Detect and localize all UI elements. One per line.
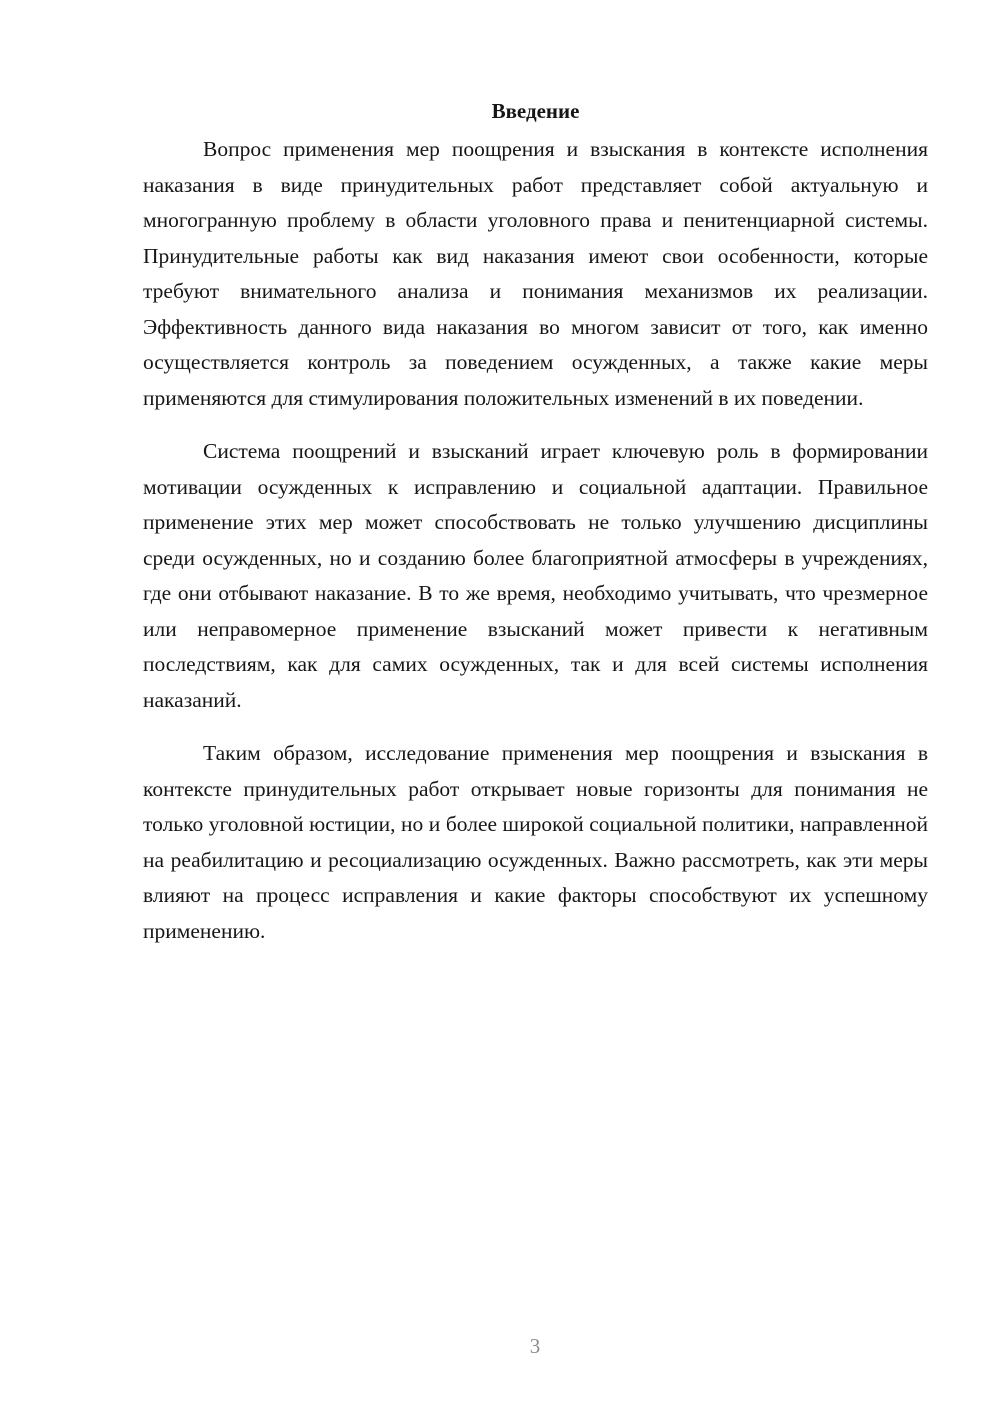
paragraph-1: Вопрос применения мер поощрения и взыскания в контексте исполнения наказания в виде принудительных работ представляет собой актуальную и многогранную проблему в области уголовного права и пенитенциарной системы. Принудительные работы как вид наказания имеют свои особенности, которые требуют внимательного анализа и понимания механизмов их реализации. Эффективность данного вида наказания во многом зависит от того, как именно осуществляется контроль за поведением осужденных, а также какие меры применяются для стимулирования положительных изменений в их поведении. [143,137,928,410]
paragraph-2: Система поощрений и взысканий играет ключевую роль в формировании мотивации осужденных к исправлению и социальной адаптации. Правильное применение этих мер может способствовать не только улучшению дисциплины среди осужденных, но и созданию более благоприятной атмосферы в учреждениях, где они отбывают наказание. В то же время, необходимо учитывать, что чрезмерное или неправомерное применение взысканий может привести к негативным последствиям, как для самих осужденных, так и для всей системы исполнения наказаний. [143,439,928,712]
section-heading: Введение [491,99,580,123]
page-number: 3 [529,1334,541,1358]
paragraph-3: Таким образом, исследование применения мер поощрения и взыскания в контексте принудительных работ открывает новые горизонты для понимания не только уголовной юстиции, но и более широкой социальной политики, направленной на реабилитацию и ресоциализацию осужденных. Важно рассмотреть, как эти меры влияют на процесс исправления и какие факторы способствуют их успешному применению. [143,741,928,943]
document-body [143,96,928,967]
